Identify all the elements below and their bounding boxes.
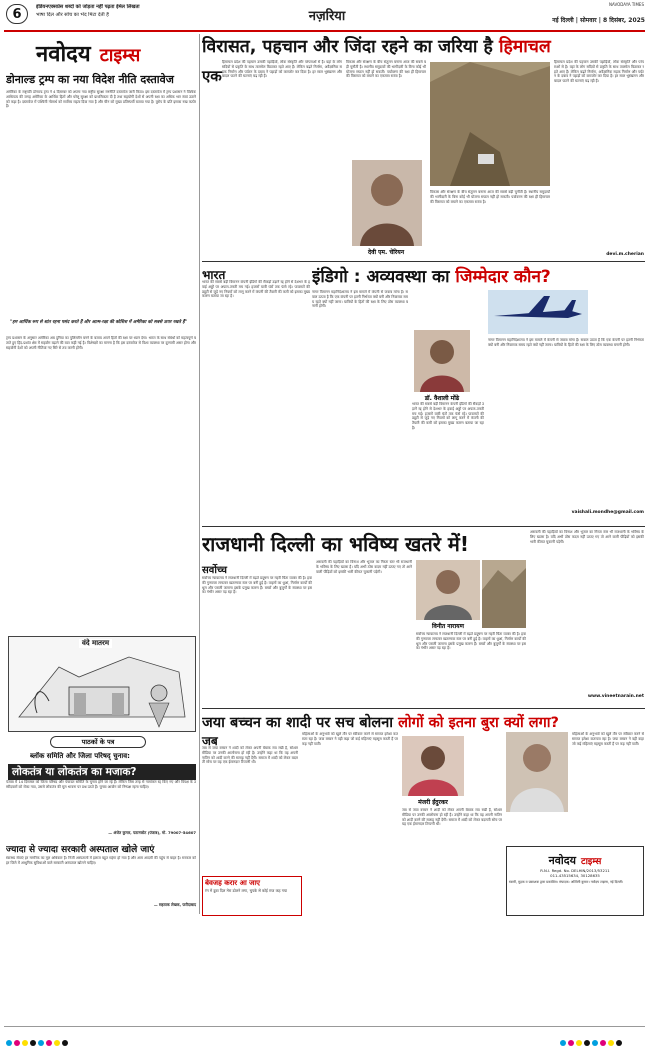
dateline: नई दिल्ली | सोमवार | 8 दिसंबर, 2025 [552, 17, 645, 24]
registration-dot [62, 1040, 68, 1046]
brand-suffix: टाइम्स [99, 45, 141, 66]
indigo-body-3: भारत की सबसे बड़ी विमानन कंपनी इंडिगो की सैकड़ों उड़ानें रद्द होने से देशभर के हवाई अड्डों पर अफरा-तफरी मच गई। हजारों यात्री घंटों तक फंसे रहे। पायलटों की ड्यूटी से जुड़े नए नियमों को लागू करने में कंपनी की तैयारी की कमी को इसका मुख्य कारण बताया जा रहा है। [412, 402, 484, 430]
masthead-rule [4, 30, 645, 32]
letter-2-title: ज्यादा से ज्यादा सरकारी अस्पताल खोले जाएं [6, 845, 155, 855]
himachal-author: देवी एम. चेरियन [367, 249, 405, 256]
editorial-brand [36, 38, 196, 67]
indigo-body-4: नागर विमानन महानिदेशालय ने इस मामले में कंपनी से जवाब मांगा है। सवाल उठता है कि एक कंपनी पर इतनी निर्भरता क्यों बनी और नियामक समय रहते क्यों नहीं जागा। यात्रियों के हितों की रक्षा के लिए ठोस व्यवस्था बनानी होगी। [488, 338, 644, 347]
indigo-author-photo [414, 330, 470, 392]
indigo-headline-2: जिम्मेदार कौन? [455, 267, 551, 287]
indigo-headline [312, 264, 645, 287]
jaya-body-4: महिलाओं के अनुभवों को खुले तौर पर स्वीकार करने से समाज हमेशा कतराता रहा है। जया बच्चन ने वही कहा जो कई महिलाएं महसूस करती हैं पर कह नहीं पातीं। [572, 732, 644, 746]
jaya-headline-2: लोगों को इतना बुरा क्यों लगा? [398, 715, 559, 731]
jaya-headline-1: जया बच्चन का शादी पर सच बोलना [202, 715, 394, 731]
brand-name: नवोदय [36, 42, 91, 67]
himachal-lede: एक [202, 67, 222, 85]
delhi-headline: राजधानी दिल्ली का भविष्य खतरे में! [202, 532, 469, 556]
registration-dot [568, 1040, 574, 1046]
registration-dot [14, 1040, 20, 1046]
himachal-body-1: हिमाचल प्रदेश की पहचान उसकी पहाड़ियों, लोक संस्कृति और परंपराओं से है। यहां के लोग सदियों से प्रकृति के साथ तालमेल बिठाकर रहते आए हैं। लेकिन बढ़ते निर्माण, अवैज्ञानिक सड़क निर्माण और पर्यटन के दबाव ने पहाड़ों को कमजोर कर दिया है। हर साल भूस्खलन और बादल फटने की घटनाएं बढ़ रही हैं। [222, 60, 342, 79]
indigo-email: vaishali.mondhe@gmail.com [571, 510, 644, 515]
registration-dot [38, 1040, 44, 1046]
imprint-brand-name: नवोदय [548, 854, 576, 867]
letter-2-body: स्वास्थ्य सेवाएं हर नागरिक का मूल अधिकार हैं। निजी अस्पतालों में इलाज बहुत महंगा हो गया है और आम आदमी की पहुंच से बाहर है। सरकार को हर जिले में आधुनिक सुविधाओं वाले सरकारी अस्पताल खोलने चाहिए। [6, 856, 196, 865]
registration-dot [592, 1040, 598, 1046]
print-registration-dots [6, 1031, 126, 1039]
registration-dot [560, 1040, 566, 1046]
cartoon-illustration [9, 637, 195, 731]
himachal-author-photo [352, 160, 422, 246]
himachal-landslide-photo [430, 62, 550, 186]
indigo-plane-photo [488, 290, 588, 334]
page-number-badge: 6 [6, 4, 28, 24]
registration-dot [46, 1040, 52, 1046]
letters-header: पाठकों के पत्र [50, 736, 146, 748]
imprint-brand-suffix: टाइम्स [581, 857, 602, 867]
himachal-body-2: विकास और संरक्षण के बीच संतुलन बनाना आज की सबसे बड़ी चुनौती है। स्थानीय समुदायों की भागीदारी के बिना कोई भी योजना सफल नहीं हो सकती। पर्यावरण की रक्षा ही हिमाचल की विरासत को बचाने का एकमात्र रास्ता है। [346, 60, 426, 79]
delhi-aravalli-photo [482, 560, 526, 628]
delhi-author: विनीत नारायण [432, 623, 464, 630]
footer-rule [4, 1026, 645, 1027]
jaya-poem-title: बेवजह करार आ जाए [205, 879, 261, 887]
cartoon-caption: वंदे मातरम [79, 639, 112, 648]
registration-dot [54, 1040, 60, 1046]
editorial-body-1: अमेरिका के राष्ट्रपति डोनाल्ड ट्रम्प ने 4 दिसम्बर को अपना नया राष्ट्रीय सुरक्षा रणनीति दस्तावेज जारी किया। इस दस्तावेज में ट्रम्प प्रशासन ने वैश्विक आधिपत्य की जगह अमेरिका के आर्थिक हितों और घरेलू सुरक्षा को प्राथमिकता दी है तथा सहयोगी देशों से अपनी रक्षा का अधिक भार स्वयं उठाने को कहा है। दस्तावेज में पश्चिमी गोलार्ध को सर्वोच्च महत्व दिया गया है और चीन को मुख्य प्रतिस्पर्धी बताया गया है। यूरोप के प्रति इसका रुख कठोर है। [6, 90, 196, 109]
jaya-lede: जब [202, 734, 218, 748]
delhi-url: www.vineetnarain.net [587, 694, 644, 699]
indigo-author: डॉ. वैशाली मोंढे [424, 395, 460, 402]
jaya-poem-box [202, 876, 302, 916]
section-title: नज़रिया [308, 9, 346, 24]
letter-1-body: पंजाब में 14 दिसम्बर को जिला परिषद और पंचायत समिति के चुनाव होने जा रहे हैं। लेकिन जिस तरह से नामांकन रद्द किए गए और विपक्ष के उम्मीदवारों को रोका गया, उससे लोकतंत्र की मूल भावना पर प्रश्न उठते हैं। चुनाव आयोग को निष्पक्ष रहना चाहिए। [6, 780, 196, 789]
cartoon-panel [8, 636, 196, 732]
editorial-quote: "हम आर्थिक रूप से शांत रहना पसंद करते हैं और आत्म-रक्षा की कोशिश में अमेरिका को सबसे ऊपर रखते हैं" [10, 320, 187, 325]
registration-dot [600, 1040, 606, 1046]
jaya-author-photo [402, 736, 464, 796]
himachal-headline-1: विरासत, पहचान और जिंदा रहने का जरिया है [202, 37, 493, 57]
registration-dot [608, 1040, 614, 1046]
letter-1-subtitle: लोकतंत्र या लोकतंत्र का मजाक? [8, 764, 196, 780]
site-name: NAVODAYA TIMES [608, 2, 644, 7]
indigo-lede: भारत [202, 268, 226, 282]
delhi-body-3: सर्वोच्च न्यायालय ने राजधानी दिल्ली में बढ़ते प्रदूषण पर गहरी चिंता व्यक्त की है। हवा की गुणवत्ता लगातार खतरनाक स्तर पर बनी हुई है। वाहनों का धुआं, निर्माण कार्यों की धूल और पराली जलाना इसके प्रमुख कारण हैं। बच्चों और बुजुर्गों के स्वास्थ्य पर इसका गंभीर असर पड़ रहा है। [416, 632, 526, 651]
print-registration-dots-right [560, 1031, 644, 1039]
registration-dot [576, 1040, 582, 1046]
column-divider [199, 34, 200, 914]
editorial-body-2: ट्रम्प प्रशासन के अनुसार अमेरिका अब दुनिया का पुलिसमैन बनने के बजाय अपने हितों की रक्षा पर ध्यान देगा। भारत के साथ संबंधों को महत्वपूर्ण बताते हुए हिंद-प्रशांत क्षेत्र में सहयोग बढ़ाने की बात कही गई है। विशेषज्ञों का मानना है कि इस दस्तावेज से विश्व व्यवस्था पर दूरगामी असर होगा और सहयोगी देशों को अपनी नीतियां नए सिरे से तय करनी होंगी। [6, 336, 196, 350]
delhi-body-4: अरावली की पहाड़ियों का विनाश और भूजल का गिरता स्तर भी राजधानी के भविष्य के लिए खतरा है। यदि अभी ठोस कदम नहीं उठाए गए तो आने वाली पीढ़ियों को इसकी भारी कीमत चुकानी पड़ेगी। [530, 530, 644, 544]
jaya-poem-body: रंग में डूबा दिल मेरा डोलने लगा, चुपके से कोई राज कह गया [205, 888, 288, 893]
jaya-bachchan-photo [506, 732, 568, 812]
imprint-phone: 011-43515634, 30128635 [550, 873, 600, 878]
registration-dot [584, 1040, 590, 1046]
imprint-brand [509, 849, 641, 868]
delhi-body-2: अरावली की पहाड़ियों का विनाश और भूजल का गिरता स्तर भी राजधानी के भविष्य के लिए खतरा है। यदि अभी ठोस कदम नहीं उठाए गए तो आने वाली पीढ़ियों को इसकी भारी कीमत चुकानी पड़ेगी। [316, 560, 412, 574]
masthead-tagline-1: इंडियनएक्सप्रेस शब्दों को जोड़ता नहीं पढ़ता ईमेल लिखता [36, 4, 140, 10]
masthead-tagline-2: भाषा दिल और सोच का भेद मिटा देती है [36, 12, 109, 18]
himachal-body-4: हिमाचल प्रदेश की पहचान उसकी पहाड़ियों, लोक संस्कृति और परंपराओं से है। यहां के लोग सदियों से प्रकृति के साथ तालमेल बिठाकर रहते आए हैं। लेकिन बढ़ते निर्माण, अवैज्ञानिक सड़क निर्माण और पर्यटन के दबाव ने पहाड़ों को कमजोर कर दिया है। हर साल भूस्खलन और बादल फटने की घटनाएं बढ़ रही हैं। [554, 60, 644, 84]
letter-2-signature: — सहायक लेखक, फरीदाबाद [153, 902, 196, 907]
rule-delhi [202, 708, 645, 709]
jaya-body-1: जब से जया बच्चन ने शादी को लेकर अपनी बेबाक राय रखी है, सोशल मीडिया पर उनकी आलोचना हो रही है। उन्होंने कहा था कि वह अपनी नातिन को शादी करने की सलाह नहीं देंगी। समाज में शादी को लेकर बदलती सोच पर यह एक ईमानदार टिप्पणी थी। [202, 746, 298, 765]
himachal-body-3: विकास और संरक्षण के बीच संतुलन बनाना आज की सबसे बड़ी चुनौती है। स्थानीय समुदायों की भागीदारी के बिना कोई भी योजना सफल नहीं हो सकती। पर्यावरण की रक्षा ही हिमाचल की विरासत को बचाने का एकमात्र रास्ता है। [430, 190, 550, 204]
jaya-body-3: जब से जया बच्चन ने शादी को लेकर अपनी बेबाक राय रखी है, सोशल मीडिया पर उनकी आलोचना हो रही है। उन्होंने कहा था कि वह अपनी नातिन को शादी करने की सलाह नहीं देंगी। समाज में शादी को लेकर बदलती सोच पर यह एक ईमानदार टिप्पणी थी। [402, 808, 502, 827]
masthead-tagline [36, 4, 196, 18]
delhi-lede: सर्वोच्च [202, 565, 228, 576]
rule-himachal [202, 261, 645, 262]
indigo-body-2: नागर विमानन महानिदेशालय ने इस मामले में कंपनी से जवाब मांगा है। सवाल उठता है कि एक कंपनी पर इतनी निर्भरता क्यों बनी और नियामक समय रहते क्यों नहीं जागा। यात्रियों के हितों की रक्षा के लिए ठोस व्यवस्था बनानी होगी। [312, 290, 408, 309]
imprint-lines: स्वामी, मुद्रक व प्रकाशक द्वारा प्रकाशित। संपादक: अश्विनी कुमार। नवोदय टाइम्स, नई दिल्ली। [509, 880, 624, 884]
himachal-headline-2: हिमाचल [498, 37, 551, 57]
registration-dot [616, 1040, 622, 1046]
editorial-title: डोनाल्ड ट्रम्प का नया विदेश नीति दस्तावेज [6, 73, 174, 86]
himachal-author-url: devi.m.cherian [606, 252, 644, 257]
imprint-box [506, 846, 644, 916]
himachal-headline [202, 34, 645, 58]
indigo-headline-1: इंडिगो : अव्यवस्था का [312, 267, 450, 287]
delhi-author-photo [416, 560, 480, 620]
indigo-body-1: भारत की सबसे बड़ी विमानन कंपनी इंडिगो की सैकड़ों उड़ानें रद्द होने से देशभर के हवाई अड्डों पर अफरा-तफरी मच गई। हजारों यात्री घंटों तक फंसे रहे। पायलटों की ड्यूटी से जुड़े नए नियमों को लागू करने में कंपनी की तैयारी की कमी को इसका मुख्य कारण बताया जा रहा है। [202, 280, 310, 299]
registration-dot [6, 1040, 12, 1046]
jaya-body-2: महिलाओं के अनुभवों को खुले तौर पर स्वीकार करने से समाज हमेशा कतराता रहा है। जया बच्चन ने वही कहा जो कई महिलाएं महसूस करती हैं पर कह नहीं पातीं। [302, 732, 398, 746]
registration-dot [22, 1040, 28, 1046]
registration-dot [30, 1040, 36, 1046]
rule-indigo [202, 526, 645, 527]
jaya-headline [202, 712, 645, 732]
imprint-reg: R.N.I. Regd. No. DELHIN/2013/53211 [540, 868, 610, 873]
delhi-body-1: सर्वोच्च न्यायालय ने राजधानी दिल्ली में बढ़ते प्रदूषण पर गहरी चिंता व्यक्त की है। हवा की गुणवत्ता लगातार खतरनाक स्तर पर बनी हुई है। वाहनों का धुआं, निर्माण कार्यों की धूल और पराली जलाना इसके प्रमुख कारण हैं। बच्चों और बुजुर्गों के स्वास्थ्य पर इसका गंभीर असर पड़ रहा है। [202, 576, 312, 595]
letter-1-signature: — अंजेत कुमार, पठानकोट (पंजाब), मो. 79007-54607 [108, 830, 196, 835]
jaya-author: मंजरी ईंदुरकर [418, 799, 448, 806]
letter-1-title: ब्लॉक समिति और जिला परिषद् चुनाव: [30, 752, 130, 760]
